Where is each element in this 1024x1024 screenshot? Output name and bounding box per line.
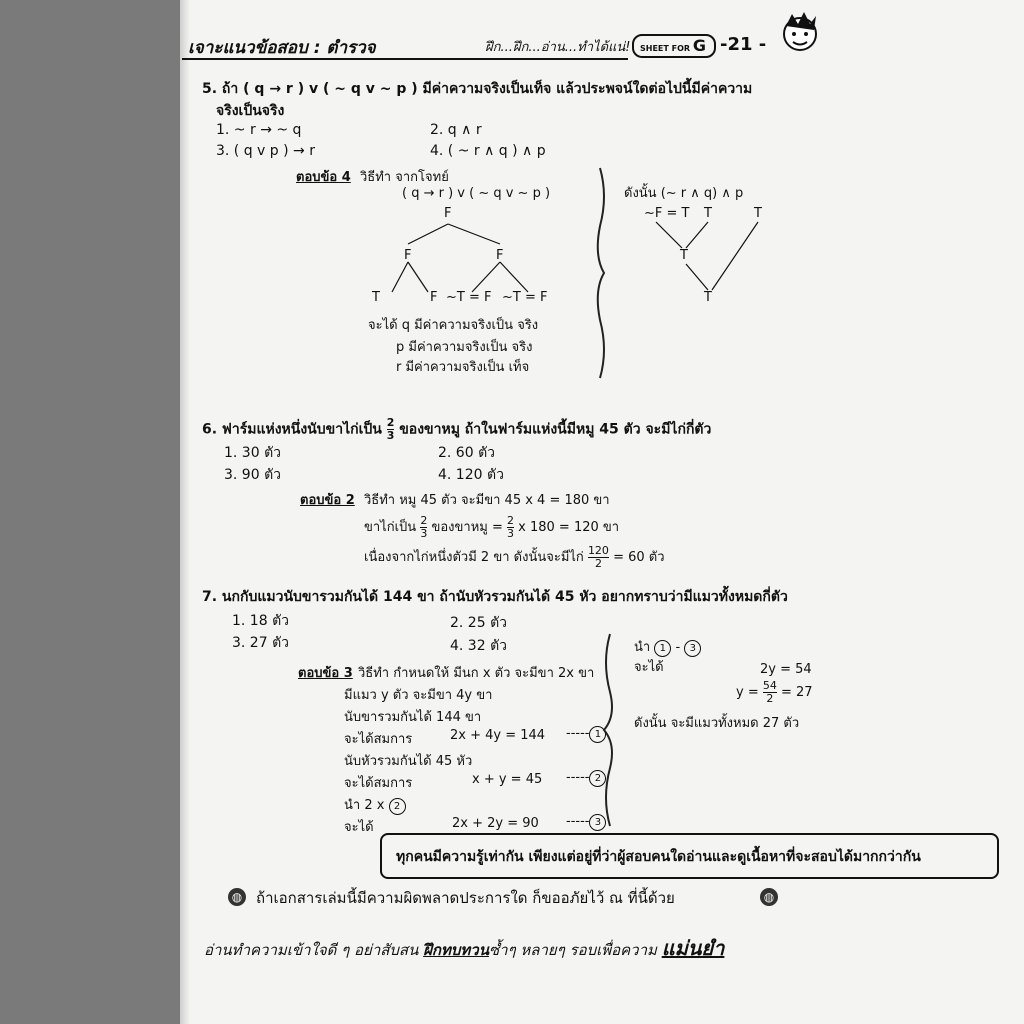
q6-stem-end: ของขาหมู ถ้าในฟาร์มแห่งนี้มีหมู 45 ตัว จะมีไก่กี่ตัว <box>399 421 712 438</box>
q7-line-6b: x + y = 45 <box>472 772 543 787</box>
logo-text: SHEET FOR <box>640 44 691 53</box>
q6-stem <box>202 417 711 442</box>
q6-option-3: 3. 90 ตัว <box>224 467 282 483</box>
sheet-logo <box>632 34 716 58</box>
page-number: -21 - <box>720 34 767 55</box>
q7-line-3: นับขารวมกันได้ 144 ขา <box>344 710 482 725</box>
q6-line2-frac-a-den: 3 <box>420 527 428 540</box>
globe-icon-right: ◍ <box>760 888 778 906</box>
circled-2: 2 <box>589 770 606 787</box>
study-motto-d: แม่นยำ <box>661 936 725 960</box>
q7-eq-marker-3: ----- 3 <box>566 814 606 831</box>
q6-line3-den: 2 <box>594 557 602 570</box>
q5-option-2: 2. q ∧ r <box>430 122 482 138</box>
q6-line-1: วิธีทำ หมู 45 ตัว จะมีขา 45 x 4 = 180 ขา <box>364 493 610 508</box>
q7-right-1 <box>634 636 701 657</box>
q7-option-3: 3. 27 ตัว <box>232 635 290 651</box>
page-shadow <box>180 0 190 1024</box>
q6-line-2c: x 180 = 120 ขา <box>518 520 620 535</box>
q6-option-1: 1. 30 ตัว <box>224 445 282 461</box>
q7-line-7-text: นำ 2 x <box>344 798 385 813</box>
q5-truth-tree <box>360 210 580 300</box>
q6-line-3 <box>364 545 665 570</box>
q7-line-4b: 2x + 4y = 144 <box>450 728 546 743</box>
q6-frac-num: 2 <box>386 416 395 429</box>
q5-result-2: p มีค่าความจริงเป็น จริง <box>396 340 533 355</box>
q5-right-t4: T <box>704 290 712 305</box>
header-motto: ฝึก...ฝึก...อ่าน...ทำได้แน่! <box>485 40 631 55</box>
q5-stem: 5. ถ้า ( q → r ) v ( ~ q v ~ p ) มีค่าความจริงเป็นเท็จ แล้วประพจน์ใดต่อไปนี้มีค่าความ <box>202 81 753 97</box>
q6-line2-frac-b-den: 3 <box>507 527 515 540</box>
header-rule <box>182 58 628 60</box>
q5-result-1: จะได้ q มีค่าความจริงเป็น จริง <box>368 318 539 333</box>
q7-right-4b: = 27 <box>781 685 813 700</box>
q5-option-4: 4. ( ~ r ∧ q ) ∧ p <box>430 143 546 159</box>
q5-right-t2: T <box>754 206 762 221</box>
q6-frac-den: 3 <box>386 429 395 442</box>
study-motto <box>204 932 724 964</box>
q6-line3-num: 120 <box>587 544 609 557</box>
q5-option-3: 3. ( q v p ) → r <box>216 143 315 159</box>
header-title: เจาะแนวข้อสอบ : ตำรวจ <box>188 38 376 58</box>
q5-option-1: 1. ~ r → ~ q <box>216 122 302 138</box>
tree-leaf-t: T <box>372 290 380 305</box>
q7-right-1-minus: - <box>675 640 681 655</box>
q5-method: วิธีทำ จากโจทย์ <box>360 170 449 185</box>
q5-right-not-f: ~F = T <box>644 206 690 221</box>
q6-option-4: 4. 120 ตัว <box>438 467 504 483</box>
motto-box-text: ทุกคนมีความรู้เท่ากัน เพียงแต่อยู่ที่ว่าผู้สอบคนใดอ่านและดูเนื้อหาที่จะสอบได้มากกว่ากัน <box>396 849 921 865</box>
q6-stem-fraction <box>387 417 395 442</box>
apology-text: ถ้าเอกสารเล่มนี้มีความผิดพลาดประการใด ก็ขออภัยไว้ ณ ที่นี้ด้วย <box>256 889 675 907</box>
q5-right-t3: T <box>680 248 688 263</box>
tree-leaf-f: F <box>430 290 438 305</box>
q7-right-5: ดังนั้น จะมีแมวทั้งหมด 27 ตัว <box>634 716 800 731</box>
q7-line-5: นับหัวรวมกันได้ 45 หัว <box>344 754 473 769</box>
q6-line2-frac-b <box>507 515 514 540</box>
q7-line-1: วิธีทำ กำหนดให้ มีนก x ตัว จะมีขา 2x ขา <box>358 666 595 681</box>
q7-line-8a: จะได้ <box>344 820 374 835</box>
cartoon-mascot-icon <box>778 10 822 60</box>
q5-stem-line2: จริงเป็นจริง <box>216 103 285 119</box>
q7-right-frac-num: 54 <box>762 679 777 692</box>
q6-option-2: 2. 60 ตัว <box>438 445 496 461</box>
study-motto-c: ซ้ำๆ หลายๆ รอบเพื่อความ <box>488 941 657 959</box>
circled-1: 1 <box>589 726 606 743</box>
q6-line2-frac-a-num: 2 <box>420 514 428 527</box>
q6-line-2b: ของขาหมู = <box>431 520 503 535</box>
q7-right-2: จะได้ <box>634 660 664 675</box>
q5-brace <box>594 166 614 380</box>
q5-expression: ( q → r ) v ( ~ q v ~ p ) <box>402 186 551 201</box>
q7-line-8b: 2x + 2y = 90 <box>452 816 539 831</box>
circled-3-ref: 3 <box>684 640 701 657</box>
circled-2-ref: 2 <box>389 798 406 815</box>
logo-letter: G <box>692 36 706 55</box>
q7-right-frac <box>763 680 777 705</box>
q7-option-1: 1. 18 ตัว <box>232 613 290 629</box>
q7-answer-label: ตอบข้อ 3 <box>298 666 353 681</box>
q5-right-title: ดังนั้น (~ r ∧ q) ∧ p <box>624 186 744 201</box>
tree-leaf-not-t-2: ~T = F <box>502 290 548 305</box>
q7-eq-marker-2: ----- 2 <box>566 770 606 787</box>
q7-right-4a: y = <box>736 685 759 700</box>
tree-right-f: F <box>496 248 504 263</box>
q6-answer-label: ตอบข้อ 2 <box>300 493 355 508</box>
tree-leaf-not-t-1: ~T = F <box>446 290 492 305</box>
q7-eq-marker-1: ----- 1 <box>566 726 606 743</box>
q7-option-2: 2. 25 ตัว <box>450 615 508 631</box>
q5-answer-label: ตอบข้อ 4 <box>296 170 351 185</box>
q5-right-tree <box>650 218 770 298</box>
q7-line-4a: จะได้สมการ <box>344 732 413 747</box>
q6-line-3a: เนื่องจากไก่หนึ่งตัวมี 2 ขา ดังนั้นจะมีไก่ <box>364 550 584 565</box>
globe-icon: ◍ <box>228 888 246 906</box>
tree-left-f: F <box>404 248 412 263</box>
q6-stem-start: 6. ฟาร์มแห่งหนึ่งนับขาไก่เป็น <box>202 421 382 438</box>
q7-line-2: มีแมว y ตัว จะมีขา 4y ขา <box>344 688 493 703</box>
document-page <box>180 0 1024 1024</box>
study-motto-b: ฝึกทบทวน <box>423 941 489 959</box>
q7-option-4: 4. 32 ตัว <box>450 638 508 654</box>
q7-brace <box>600 632 620 828</box>
circled-3: 3 <box>589 814 606 831</box>
study-motto-a: อ่านทำความเข้าใจดี ๆ อย่าสับสน <box>204 941 419 959</box>
q7-line-6a: จะได้สมการ <box>344 776 413 791</box>
q7-right-frac-den: 2 <box>766 692 774 705</box>
q7-stem: 7. นกกับแมวนับขารวมกันได้ 144 ขา ถ้านับหัวรวมกันได้ 45 หัว อยากทราบว่ามีแมวทั้งหมดกี่ตัว <box>202 589 788 605</box>
q7-line-7 <box>344 794 406 815</box>
circled-1-ref: 1 <box>654 640 671 657</box>
q6-line3-frac <box>588 545 609 570</box>
q7-right-4 <box>736 680 813 705</box>
q6-line-3b: = 60 ตัว <box>613 550 665 565</box>
q7-right-3: 2y = 54 <box>760 662 812 677</box>
q6-line-2a: ขาไก่เป็น <box>364 520 417 535</box>
q5-result-3: r มีค่าความจริงเป็น เท็จ <box>396 360 530 375</box>
q7-right-1-text: นำ <box>634 640 651 655</box>
tree-root-f: F <box>444 206 452 221</box>
q6-line2-frac-a <box>420 515 427 540</box>
q6-line2-frac-b-num: 2 <box>507 514 515 527</box>
q5-right-t1: T <box>704 206 712 221</box>
q6-line-2 <box>364 515 619 540</box>
